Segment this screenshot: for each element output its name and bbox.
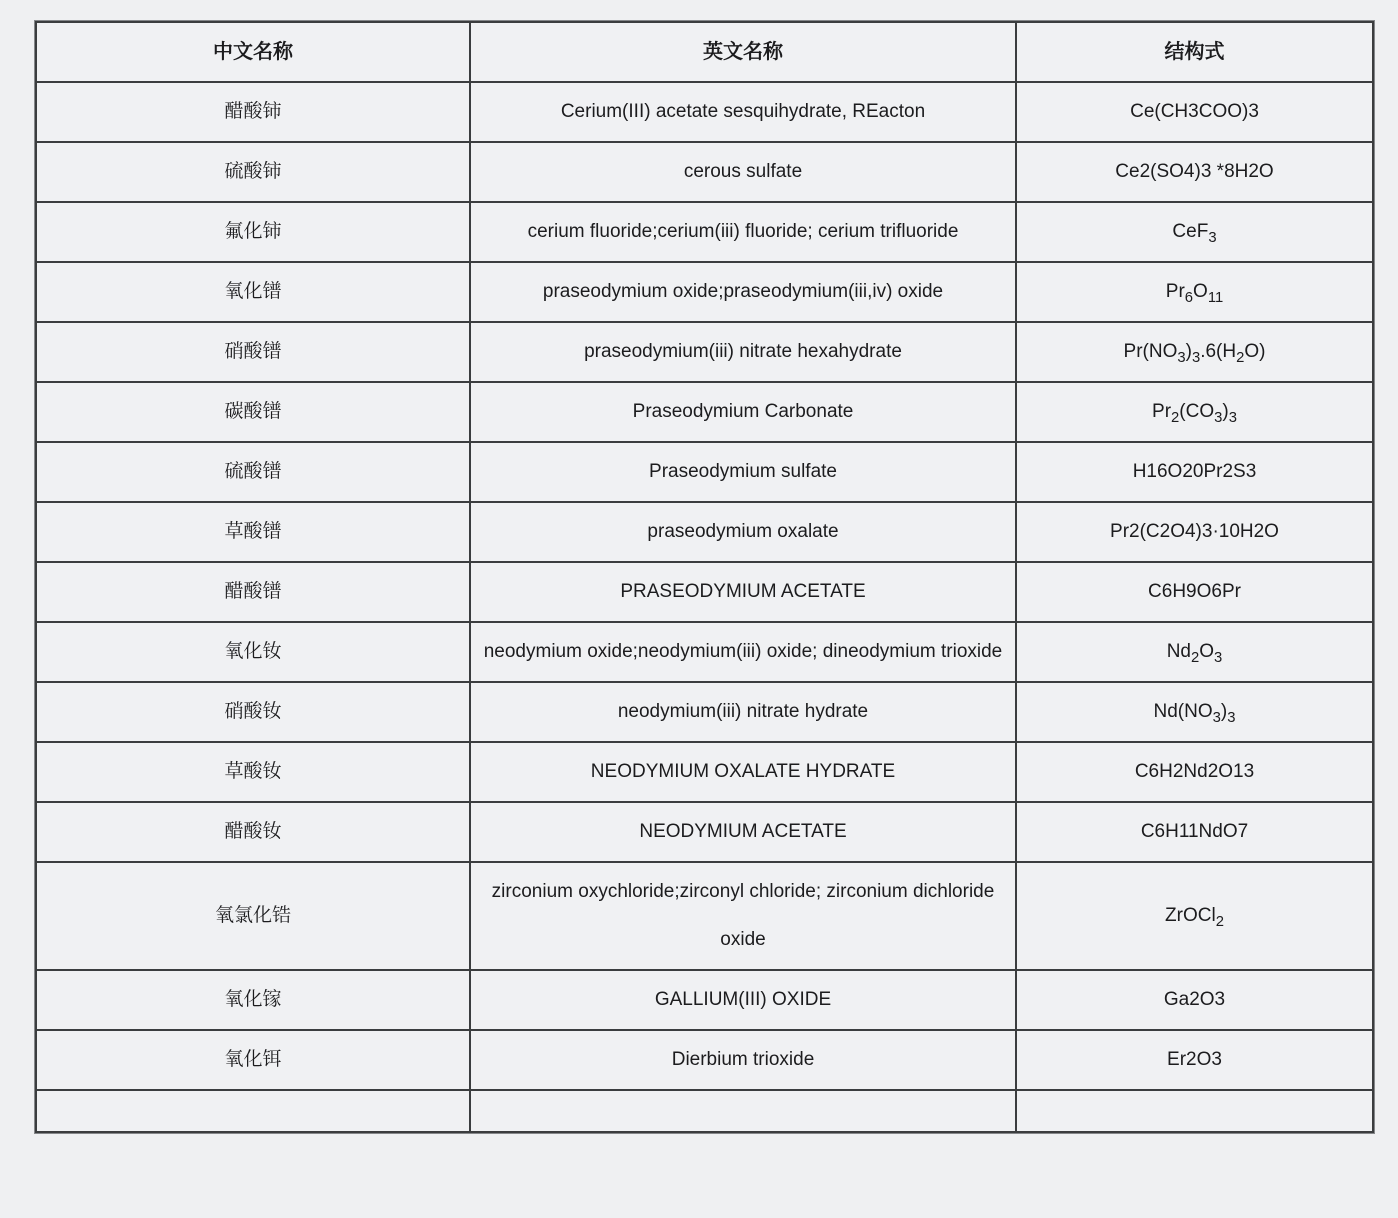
english-name-cell: praseodymium oxide;praseodymium(iii,iv) oxide [470,262,1016,322]
formula-cell: Er2O3 [1016,1030,1373,1090]
formula-subscript: 3 [1228,409,1237,426]
english-name-cell: cerium fluoride;cerium(iii) fluoride; cerium trifluoride [470,202,1016,262]
table-row [36,682,1373,742]
formula-cell: ZrOCl$_2$ [1016,862,1373,970]
table-body [36,82,1373,1132]
table-header [36,22,1373,82]
formula-cell: CeF$_3$ [1016,202,1373,262]
formula-cell [1016,1090,1373,1132]
formula-cell: $Nd(NO_3)_3$ [1016,682,1373,742]
chinese-name-cell: 硫酸镨 [36,442,470,502]
english-name-cell: praseodymium(iii) nitrate hexahydrate [470,322,1016,382]
table-row [36,142,1373,202]
formula-cell: $Pr(NO_3)_3.6(H_2O)$ [1016,322,1373,382]
table-row [36,742,1373,802]
table-row [36,970,1373,1030]
chinese-name-cell: 醋酸钕 [36,802,470,862]
formula-subscript: 3 [1191,349,1201,366]
table-row [36,862,1373,970]
chinese-name-cell: 氧化镓 [36,970,470,1030]
english-name-cell: neodymium(iii) nitrate hydrate [470,682,1016,742]
chinese-name-cell: 氧化钕 [36,622,470,682]
chinese-name-cell: 草酸钕 [36,742,470,802]
formula-subscript: 2 [1236,349,1245,366]
chemical-compound-table [35,21,1374,1133]
chinese-name-cell: 硝酸钕 [36,682,470,742]
english-name-cell: zirconium oxychloride;zirconyl chloride; zirconium dichloride oxide [470,862,1016,970]
table-row [36,442,1373,502]
formula-cell: C6H11NdO7 [1016,802,1373,862]
table-row-partial [36,1090,1373,1132]
formula-cell: H16O20Pr2S3 [1016,442,1373,502]
chinese-name-cell: 氟化铈 [36,202,470,262]
header-formula: 结构式 [1016,22,1373,82]
english-name-cell: PRASEODYMIUM ACETATE [470,562,1016,622]
formula-subscript: 3 [1227,709,1236,726]
table-row [36,622,1373,682]
english-name-cell: NEODYMIUM ACETATE [470,802,1016,862]
english-name-cell [470,1090,1016,1132]
formula-cell: Pr2(C2O4)3·10H2O [1016,502,1373,562]
english-name-cell: GALLIUM(III) OXIDE [470,970,1016,1030]
table-row [36,562,1373,622]
english-name-cell: Praseodymium sulfate [470,442,1016,502]
formula-subscript: 6 [1184,289,1194,306]
english-name-cell: Cerium(III) acetate sesquihydrate, REacton [470,82,1016,142]
english-name-cell: praseodymium oxalate [470,502,1016,562]
table-row [36,802,1373,862]
table-row [36,1030,1373,1090]
formula-subscript: 3 [1214,649,1223,666]
formula-subscript: 3 [1214,409,1223,426]
formula-cell: $Pr_2(CO_3)_3$ [1016,382,1373,442]
formula-cell: C6H2Nd2O13 [1016,742,1373,802]
header-chinese-name: 中文名称 [36,22,470,82]
chinese-name-cell: 氧化铒 [36,1030,470,1090]
formula-subscript: 3 [1177,349,1186,366]
english-name-cell: Dierbium trioxide [470,1030,1016,1090]
header-row [36,22,1373,82]
formula-subscript: 11 [1207,289,1224,306]
table-row [36,322,1373,382]
chinese-name-cell: 硝酸镨 [36,322,470,382]
table-row [36,82,1373,142]
english-name-cell: Praseodymium Carbonate [470,382,1016,442]
table-row [36,262,1373,322]
chinese-name-cell: 草酸镨 [36,502,470,562]
english-name-cell: neodymium oxide;neodymium(iii) oxide; dineodymium trioxide [470,622,1016,682]
formula-subscript: 2 [1215,913,1224,930]
header-english-name: 英文名称 [470,22,1016,82]
formula-cell: $Nd_2O_3$ [1016,622,1373,682]
english-name-cell: NEODYMIUM OXALATE HYDRATE [470,742,1016,802]
formula-cell: $Pr_6O_{11}$ [1016,262,1373,322]
formula-cell: Ce2(SO4)3 *8H2O [1016,142,1373,202]
formula-subscript: 3 [1212,709,1221,726]
chinese-name-cell: 醋酸镨 [36,562,470,622]
formula-cell: Ce(CH3COO)3 [1016,82,1373,142]
table-row [36,502,1373,562]
chinese-name-cell: 氧化镨 [36,262,470,322]
chinese-name-cell: 氧氯化锆 [36,862,470,970]
formula-subscript: 3 [1208,229,1217,246]
chinese-name-cell [36,1090,470,1132]
table-row [36,202,1373,262]
formula-cell: C6H9O6Pr [1016,562,1373,622]
formula-subscript: 2 [1171,409,1180,426]
chinese-name-cell: 醋酸铈 [36,82,470,142]
chinese-name-cell: 硫酸铈 [36,142,470,202]
table-row [36,382,1373,442]
formula-cell: Ga2O3 [1016,970,1373,1030]
formula-subscript: 2 [1191,649,1200,666]
chinese-name-cell: 碳酸镨 [36,382,470,442]
english-name-cell: cerous sulfate [470,142,1016,202]
